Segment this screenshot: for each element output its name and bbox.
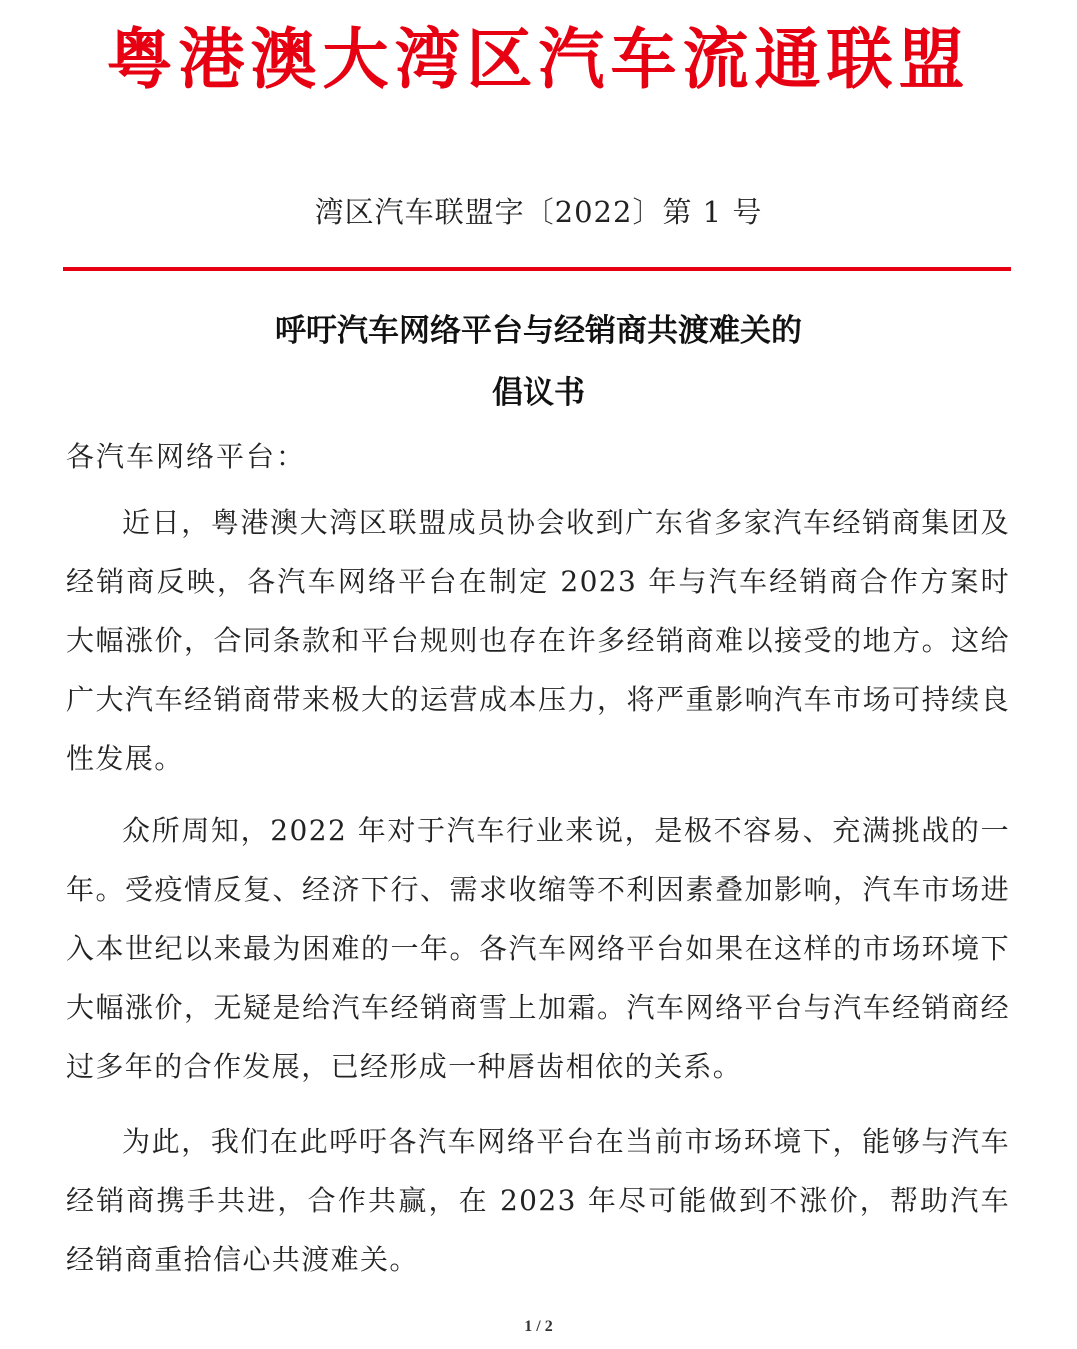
red-divider-line xyxy=(63,267,1011,271)
body-paragraph-1 xyxy=(66,493,1010,788)
page-number: 1 / 2 xyxy=(524,1318,553,1335)
document-title-line1: 呼吁汽车网络平台与经销商共渡难关的 xyxy=(275,313,802,349)
document-title-line2: 倡议书 xyxy=(492,375,585,411)
organization-letterhead: 粤港澳大湾区汽车流通联盟 xyxy=(106,20,971,98)
paragraph-text: 近日，粤港澳大湾区联盟成员协会收到广东省多家汽车经销商集团及经销商反映，各汽车网络平台在制定 2023 年与汽车经销商合作方案时大幅涨价，合同条款和平台规则也存在许多经销商难以接受的地方。这给广大汽车经销商带来极大的运营成本压力，将严重影响汽车市场可持续良性发展。 xyxy=(66,506,1010,775)
paragraph-text: 为此，我们在此呼吁各汽车网络平台在当前市场环境下，能够与汽车经销商携手共进，合作共赢，在 2023 年尽可能做到不涨价，帮助汽车经销商重拾信心共渡难关。 xyxy=(66,1125,1010,1276)
body-paragraph-2 xyxy=(66,801,1010,1096)
paragraph-text: 众所周知，2022 年对于汽车行业来说，是极不容易、充满挑战的一年。受疫情反复、经济下行、需求收缩等不利因素叠加影响，汽车市场进入本世纪以来最为困难的一年。各汽车网络平台如果在这样的市场环境下大幅涨价，无疑是给汽车经销商雪上加霜。汽车网络平台与汽车经销商经过多年的合作发展，已经形成一种唇齿相依的关系。 xyxy=(66,814,1010,1083)
document-number: 湾区汽车联盟字〔2022〕第 1 号 xyxy=(314,195,763,229)
body-paragraph-3 xyxy=(66,1112,1010,1289)
salutation: 各汽车网络平台： xyxy=(66,440,307,473)
